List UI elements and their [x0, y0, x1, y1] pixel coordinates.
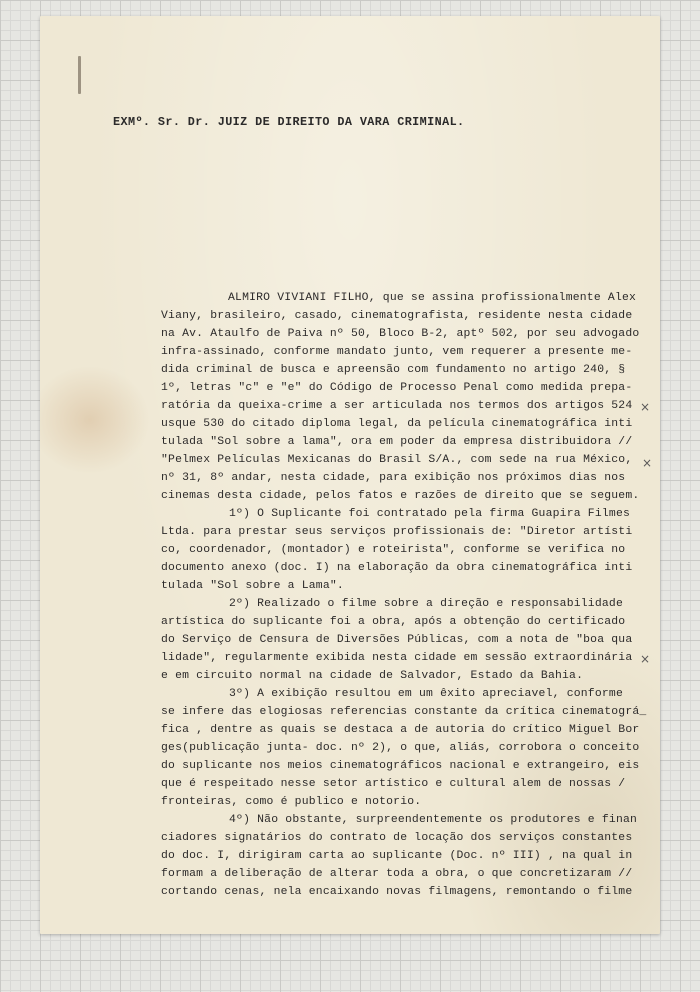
- text-line: se infere das elogiosas referencias constante da crítica cinematográ_: [161, 706, 647, 718]
- text-line: que é respeitado nesse setor artístico e cultural alem de nossas /: [161, 778, 626, 790]
- text-line: cinemas desta cidade, pelos fatos e razões de direito que se seguem.: [161, 490, 640, 502]
- text-line: formam a deliberação de alterar toda a obra, o que concretizaram //: [161, 868, 633, 880]
- text-line: fronteiras, como é publico e notorio.: [161, 796, 422, 808]
- text-line: 4º) Não obstante, surpreendentemente os produtores e finan: [229, 814, 638, 826]
- text-line: usque 530 do citado diploma legal, da película cinematográfica inti: [161, 418, 633, 430]
- text-line: ratória da queixa-crime a ser articulada nos termos dos artigos 524: [161, 400, 633, 412]
- text-line: do Serviço de Censura de Diversões Públicas, com a nota de "boa qua: [161, 634, 633, 646]
- text-line: ALMIRO VIVIANI FILHO, que se assina profissionalmente Alex: [228, 292, 637, 304]
- text-line: do doc. I, dirigiram carta ao suplicante (Doc. nº III) , na qual in: [161, 850, 633, 862]
- text-line: artística do suplicante foi a obra, após a obtenção do certificado: [161, 616, 626, 628]
- text-line: Viany, brasileiro, casado, cinematografista, residente nesta cidade: [161, 310, 633, 322]
- text-line: infra-assinado, conforme mandato junto, vem requerer a presente me-: [161, 346, 633, 358]
- text-line: 2º) Realizado o filme sobre a direção e responsabilidade: [229, 598, 623, 610]
- text-line: cortando cenas, nela encaixando novas filmagens, remontando o filme: [161, 886, 633, 898]
- text-line: fica , dentre as quais se destaca a de autoria do crítico Miguel Bor: [161, 724, 640, 736]
- margin-x-mark: ×: [640, 652, 651, 666]
- text-line: "Pelmex Películas Mexicanas do Brasil S/A., com sede na rua México,: [161, 454, 633, 466]
- document-heading: EXMº. Sr. Dr. JUIZ DE DIREITO DA VARA CRIMINAL.: [113, 115, 465, 129]
- text-line: Ltda. para prestar seus serviços profissionais de: "Diretor artísti: [161, 526, 633, 538]
- margin-x-mark: ×: [642, 456, 653, 470]
- text-line: 1º) O Suplicante foi contratado pela firma Guapira Filmes: [229, 508, 631, 520]
- text-line: ciadores signatários do contrato de locação dos serviços constantes: [161, 832, 633, 844]
- text-line: tulada "Sol sobre a Lama".: [161, 580, 344, 592]
- text-line: documento anexo (doc. I) na elaboração da obra cinematográfica inti: [161, 562, 633, 574]
- text-line: nº 31, 8º andar, nesta cidade, para exibição nos próximos dias nos: [161, 472, 626, 484]
- text-line: e em circuito normal na cidade de Salvador, Estado da Bahia.: [161, 670, 584, 682]
- text-line: tulada "Sol sobre a lama", ora em poder da empresa distribuidora //: [161, 436, 633, 448]
- text-line: 3º) A exibição resultou em um êxito apreciavel, conforme: [229, 688, 623, 700]
- text-line: na Av. Ataulfo de Paiva nº 50, Bloco B-2, aptº 502, por seu advogado: [161, 328, 640, 340]
- text-line: lidade", regularmente exibida nesta cidade em sessão extraordinária: [161, 652, 633, 664]
- text-line: do suplicante nos meios cinematográficos nacional e extrangeiro, eis: [161, 760, 640, 772]
- text-line: 1º, letras "c" e "e" do Código de Processo Penal como medida prepa-: [161, 382, 633, 394]
- text-line: co, coordenador, (montador) e roteirista", conforme se verifica no: [161, 544, 626, 556]
- margin-x-mark: ×: [640, 400, 651, 414]
- text-line: dida criminal de busca e apreensão com fundamento no artigo 240, §: [161, 364, 626, 376]
- text-line: ges(publicação junta- doc. nº 2), o que, aliás, corrobora o conceito: [161, 742, 640, 754]
